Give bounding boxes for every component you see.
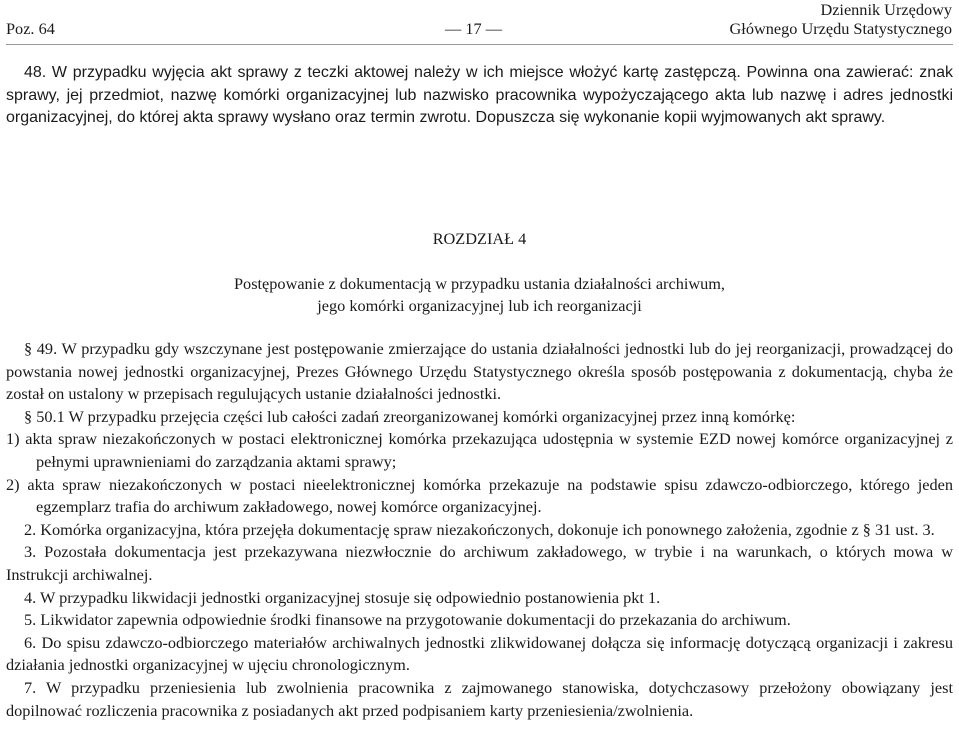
section-50-paragraph-3: 3. Pozostała dokumentacja jest przekazywana niezwłocznie do archiwum zakładowego, w trybie i na warunkach, o których mowa w Instrukcji archiwalnej. [6,542,953,584]
section-49-text: § 49. W przypadku gdy wszczynane jest postępowanie zmierzające do ustania działalności jednostki lub do jej reorganizacji, prowadzącej do powstania nowej jednostki organizacyjnej, Prezes Głównego Urzędu Statystycznego określa sposób postępowania z dokumentacją, chyba że został on ustalony w przepisach regulujących ustanie działalności jednostki. [6,339,953,404]
section-50-paragraph-5: 5. Likwidator zapewnia odpowiednie środki finansowe na przygotowanie dokumentacji do przekazania do archiwum. [24,610,791,630]
section-50-paragraph-2: 2. Komórka organizacyjna, która przejęła dokumentację spraw niezakończonych, dokonuje ich ponownego założenia, zgodnie z § 31 ust. 3. [24,519,935,539]
section-50-paragraph-7: 7. W przypadku przeniesienia lub zwolnienia pracownika z zajmowanego stanowiska, dotychczasowy przełożony obowiązany jest dopilnować rozliczenia pracownika z posiadanych akt przed podpisaniem karty przeniesienia/zwolnienia. [6,677,953,720]
section-48 [6,62,953,130]
section-50-paragraph-6: 6. Do spisu zdawczo-odbiorczego materiałów archiwalnych jednostki zlikwidowanej dołącza się informację dotyczącą organizacji i zakresu działania jednostki organizacyjnej w ujęciu chronologicznym. [6,632,953,675]
section-50-item-2: 2) akta spraw niezakończonych w postaci nieelektronicznej komórka przekazuje na podstawie spisu zdawczo-odbiorczego, którego jeden egzemplarz trafia do archiwum zakładowego, nowej komórce organizacyjnej. [6,474,953,517]
section-50-item-1: 1) akta spraw niezakończonych w postaci elektronicznej komórka przekazująca udostępnia w systemie EZD nowej komórce organizacyjnej z pełnymi uprawnieniami do zarządzania aktami sprawy; [6,429,953,471]
chapter-title-line2: jego komórki organizacyjnej lub ich reorganizacji [317,296,642,315]
chapter-body [6,338,953,722]
chapter-title-line1: Postępowanie z dokumentacją w przypadku ustania działalności archiwum, [234,274,725,293]
chapter-heading: ROZDZIAŁ 4 [432,229,527,248]
section-50-paragraph-4: 4. W przypadku likwidacji jednostki organizacyjnej stosuje się odpowiednio postanowienia pkt 1. [24,587,661,607]
header-position: Poz. 64 [6,19,55,38]
header-journal-title-line1: Dziennik Urzędowy [820,0,952,19]
header-journal-title-line2: Głównego Urzędu Statystycznego [729,19,952,38]
header-divider [6,44,953,45]
section-48-text: 48. W przypadku wyjęcia akt sprawy z teczki aktowej należy w ich miejsce włożyć kartę zastępczą. Powinna ona zawierać: znak sprawy, jej przedmiot, nazwę komórki organizacyjnej lub nazwisko pracownika wypożyczającego akta lub nazwę i adres jednostki organizacyjnej, do której akta sprawy wysłano oraz termin zwrotu. Dopuszcza się wykonanie kopii wyjmowanych akt sprawy. [6,64,953,127]
header-page-number: — 17 — [445,19,502,38]
section-50-intro: § 50.1 W przypadku przejęcia części lub całości zadań zreorganizowanej komórki organizacyjnej przez inną komórkę: [24,406,796,426]
